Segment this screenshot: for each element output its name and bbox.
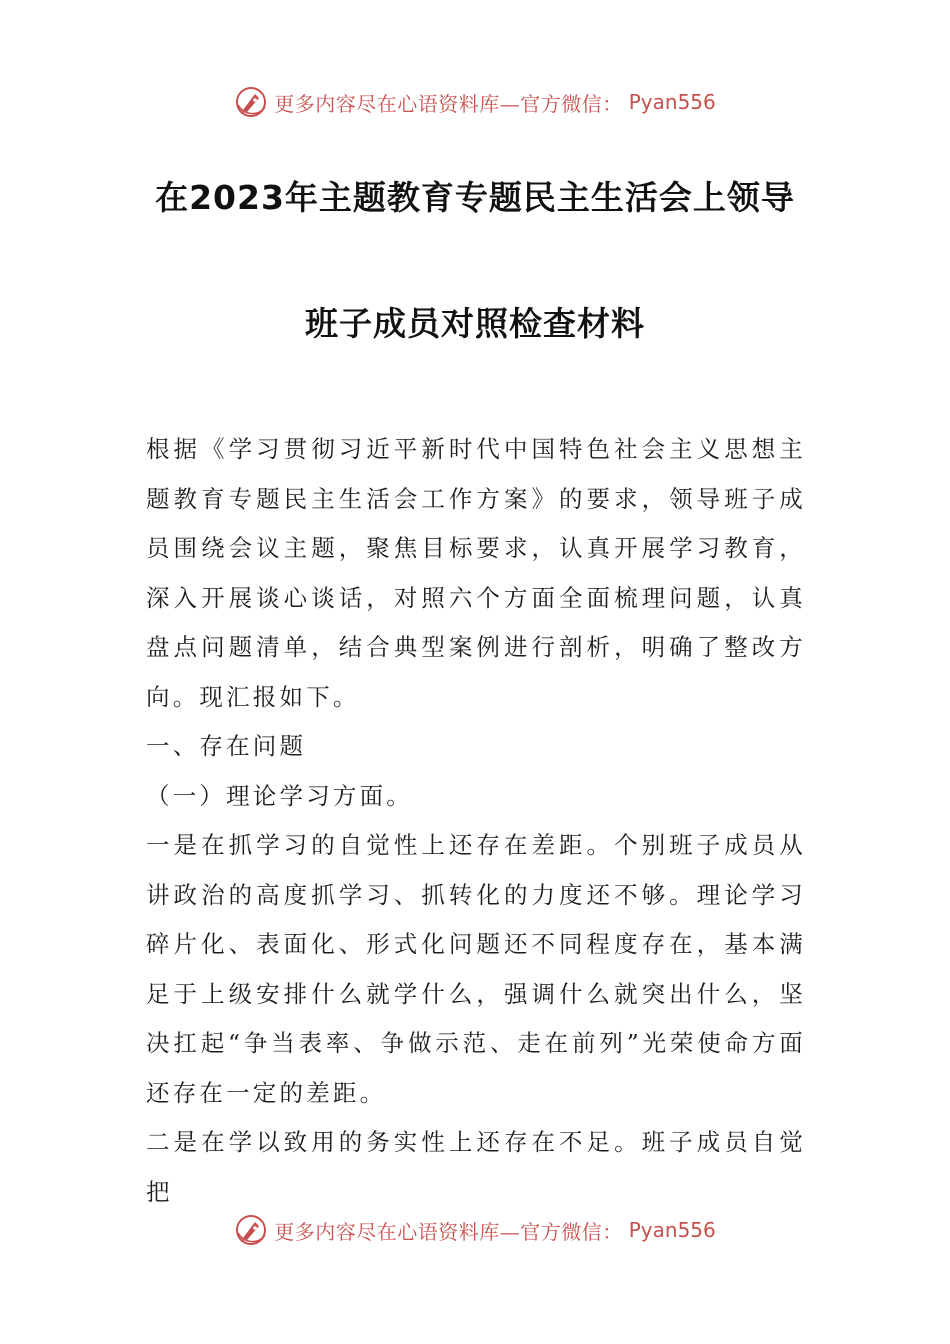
pen-nib-logo-icon: [234, 1213, 268, 1247]
body-paragraph: 一是在抓学习的自觉性上还存在差距。个别班子成员从讲政治的高度抓学习、抓转化的力度还不够。理论学习碎片化、表面化、形式化问题还不同程度存在，基本满足于上级安排什么就学什么，强调什么就突出什么，坚决扛起“争当表率、争做示范、走在前列”光荣使命方面还存在一定的差距。: [146, 831, 806, 1107]
watermark-contact: Pyan556: [628, 1218, 716, 1242]
document-title-line-2: 班子成员对照检查材料: [305, 304, 645, 343]
watermark-text: 更多内容尽在心语资料库—官方微信：: [274, 1219, 623, 1244]
body-paragraph: 二是在学以致用的务实性上还存在不足。班子成员自觉把: [146, 1128, 806, 1206]
watermark-contact: Pyan556: [628, 90, 716, 114]
document-title-line-1: 在2023年主题教育专题民主生活会上领导: [155, 178, 795, 217]
subsection-heading: （一）理论学习方面。: [146, 781, 413, 810]
section-heading: 一、存在问题: [146, 732, 307, 760]
watermark-banner-bottom: [0, 1208, 950, 1252]
pen-nib-logo-icon: [234, 85, 268, 119]
watermark-text: 更多内容尽在心语资料库—官方微信：: [274, 91, 623, 116]
intro-paragraph: 根据《学习贯彻习近平新时代中国特色社会主义思想主题教育专题民主生活会工作方案》的要求，领导班子成员围绕会议主题，聚焦目标要求，认真开展学习教育，深入开展谈心谈话，对照六个方面全面梳理问题，认真盘点问题清单，结合典型案例进行剖析，明确了整改方向。现汇报如下。: [146, 435, 806, 711]
document-body: [146, 425, 806, 1217]
watermark-banner-top: [0, 80, 950, 124]
